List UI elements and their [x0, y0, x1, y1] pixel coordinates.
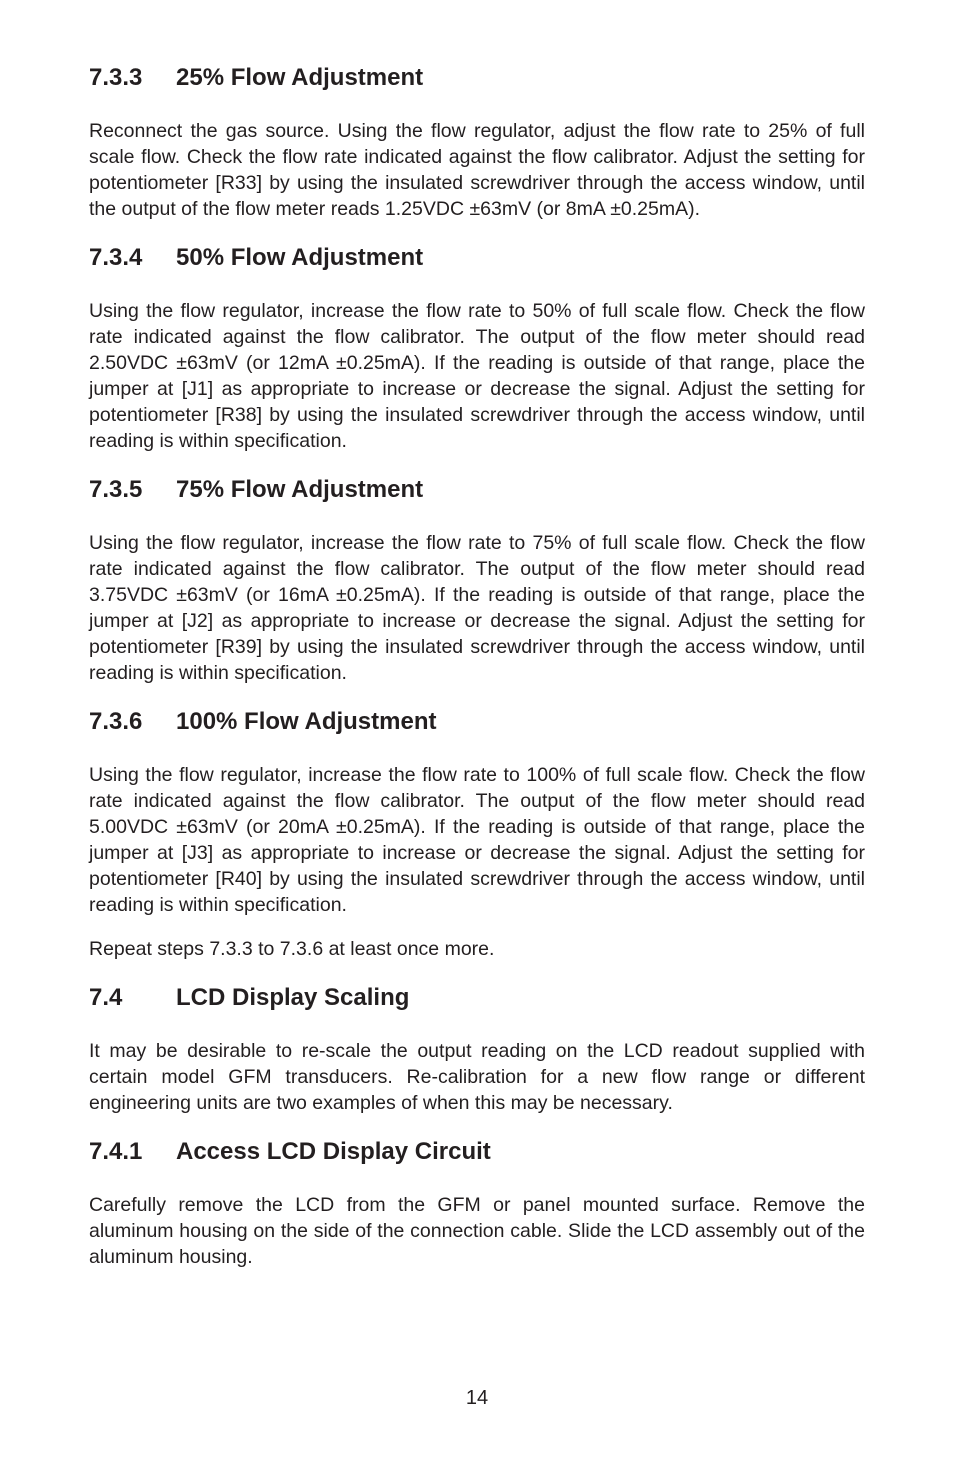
section-number: 7.4 — [89, 984, 123, 1011]
section-title: 100% Flow Adjustment — [176, 708, 437, 735]
section-title: 75% Flow Adjustment — [176, 476, 424, 503]
page-number: 14 — [465, 1387, 489, 1409]
paragraph: Using the flow regulator, increase the flow rate to 50% of full scale flow. Check the flow rate indicated against the flow calibrator. The output of the flow meter should read 2.50VDC ±63mV (or 12mA ±0.25mA). If the reading is outside of that range, place the jumper at [J1] as appropriate to increase or decrease the signal. Adjust the setting for potentiometer [R38] by using the insulated screwdriver through the access window, until reading is within specification. — [89, 300, 865, 452]
section-heading-7-3-4 — [89, 242, 865, 274]
section-number: 7.4.1 — [89, 1138, 143, 1165]
section-heading-7-4 — [89, 982, 865, 1014]
paragraph: Repeat steps 7.3.3 to 7.3.6 at least once more. — [89, 938, 495, 960]
section-heading-7-3-5 — [89, 474, 865, 506]
page-content — [89, 62, 865, 1270]
section-number: 7.3.6 — [89, 708, 143, 735]
section-title: Access LCD Display Circuit — [176, 1138, 491, 1165]
paragraph: Using the flow regulator, increase the flow rate to 75% of full scale flow. Check the flow rate indicated against the flow calibrator. The output of the flow meter should read 3.75VDC ±63mV (or 16mA ±0.25mA). If the reading is outside of that range, place the jumper at [J2] as appropriate to increase or decrease the signal. Adjust the setting for potentiometer [R39] by using the insulated screwdriver through the access window, until reading is within specification. — [89, 532, 865, 684]
section-number: 7.3.3 — [89, 64, 143, 91]
paragraph: Using the flow regulator, increase the flow rate to 100% of full scale flow. Check the flow rate indicated against the flow calibrator. The output of the flow meter should read 5.00VDC ±63mV (or 20mA ±0.25mA). If the reading is outside of that range, place the jumper at [J3] as appropriate to increase or decrease the signal. Adjust the setting for potentiometer [R40] by using the insulated screwdriver through the access window, until reading is within specification. — [89, 764, 865, 916]
section-title: 25% Flow Adjustment — [176, 64, 424, 91]
section-number: 7.3.4 — [89, 244, 143, 271]
paragraph: It may be desirable to re-scale the output reading on the LCD readout supplied with certain model GFM transducers. Re-calibration for a new flow range or different engineering units are two examples of when this may be necessary. — [89, 1040, 865, 1114]
paragraph: Carefully remove the LCD from the GFM or panel mounted surface. Remove the aluminum housing on the side of the connection cable. Slide the LCD assembly out of the aluminum housing. — [89, 1194, 865, 1268]
section-title: 50% Flow Adjustment — [176, 244, 424, 271]
section-number: 7.3.5 — [89, 476, 143, 503]
section-heading-7-3-6 — [89, 706, 865, 738]
section-title: LCD Display Scaling — [176, 984, 410, 1011]
paragraph: Reconnect the gas source. Using the flow regulator, adjust the flow rate to 25% of full scale flow. Check the flow rate indicated against the flow calibrator. Adjust the setting for potentiometer [R33] by using the insulated screwdriver through the access window, until the output of the flow meter reads 1.25VDC ±63mV (or 8mA ±0.25mA). — [89, 120, 865, 220]
section-heading-7-3-3 — [89, 62, 865, 94]
section-heading-7-4-1 — [89, 1136, 865, 1168]
